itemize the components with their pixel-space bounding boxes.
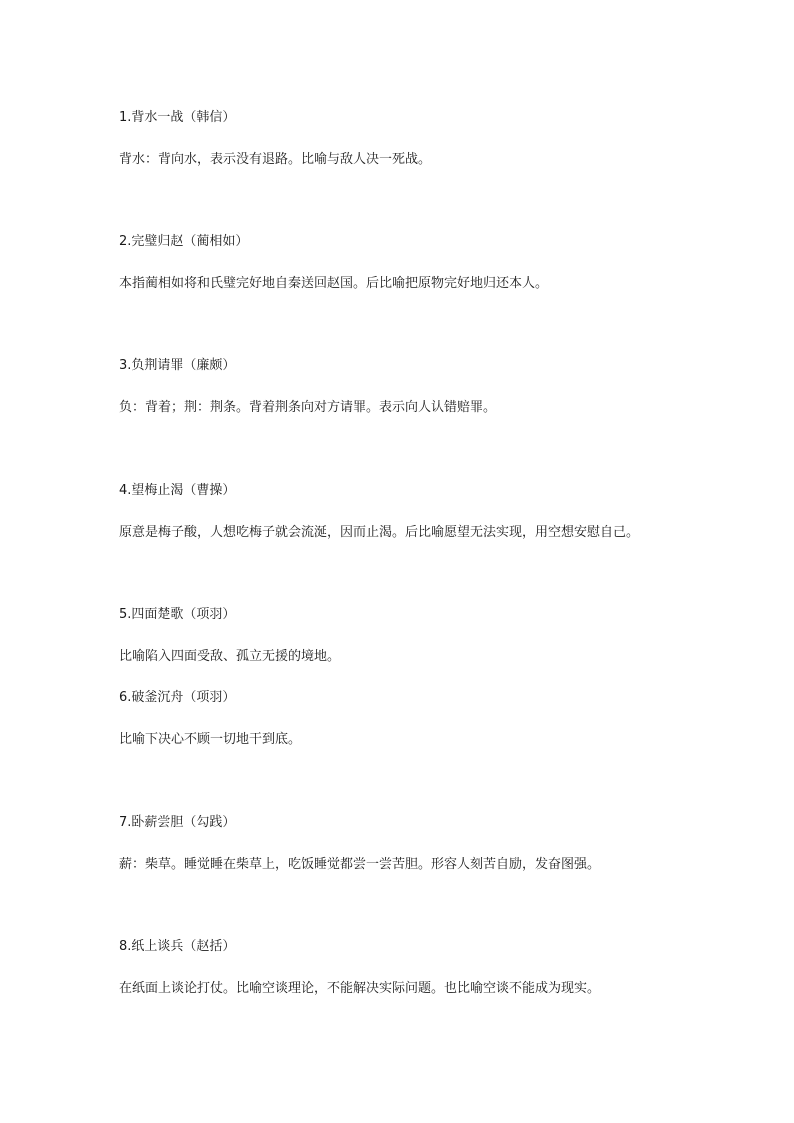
idiom-title-7: 7.卧薪尝胆（勾践） [119, 815, 236, 830]
idiom-meaning-5: 比喻陷入四面受敌、孤立无援的境地。 [119, 649, 341, 664]
idiom-title-8: 8.纸上谈兵（赵括） [119, 939, 236, 954]
idiom-title-1: 1.背水一战（韩信） [119, 110, 236, 125]
idiom-meaning-6: 比喻下决心不顾一切地干到底。 [119, 732, 302, 747]
idiom-meaning-1: 背水：背向水，表示没有退路。比喻与敌人决一死战。 [119, 152, 432, 167]
idiom-title-6: 6.破釜沉舟（项羽） [119, 690, 236, 705]
idiom-title-5: 5.四面楚歌（项羽） [119, 607, 236, 622]
idiom-title-4: 4.望梅止渴（曹操） [119, 483, 236, 498]
idiom-meaning-3: 负：背着；荆：荆条。背着荆条向对方请罪。表示向人认错赔罪。 [119, 400, 497, 415]
idiom-title-3: 3.负荆请罪（廉颇） [119, 358, 236, 373]
idiom-meaning-8: 在纸面上谈论打仗。比喻空谈理论，不能解决实际问题。也比喻空谈不能成为现实。 [119, 981, 601, 996]
idiom-meaning-4: 原意是梅子酸，人想吃梅子就会流涎，因而止渴。后比喻愿望无法实现，用空想安慰自己。 [119, 525, 640, 540]
idiom-meaning-2: 本指蔺相如将和氏璧完好地自秦送回赵国。后比喻把原物完好地归还本人。 [119, 276, 549, 291]
idiom-meaning-7: 薪：柴草。睡觉睡在柴草上，吃饭睡觉都尝一尝苦胆。形容人刻苦自励，发奋图强。 [119, 857, 601, 872]
idiom-title-2: 2.完璧归赵（蔺相如） [119, 234, 249, 249]
